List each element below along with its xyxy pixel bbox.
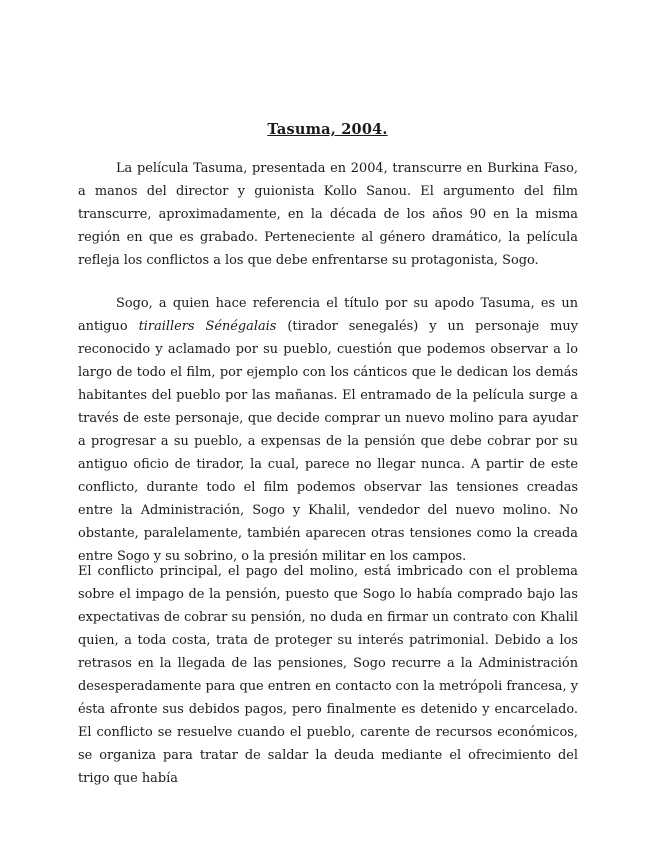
document-title: Tasuma, 2004. (267, 121, 388, 138)
paragraph-intro: La película Tasuma, presentada en 2004, transcurre en Burkina Faso, a manos del director y guionista Kollo Sanou. El argumento del film transcurre, aproximadamente, en la década de los años 90 en la misma región en que es grabado. Perteneciente al género dramático, la película refleja los conflictos a los que debe enfrentarse su protagonista, Sogo. (78, 161, 578, 268)
paragraph-conflict: El conflicto principal, el pago del molino, está imbricado con el problema sobre el impago de la pensión, puesto que Sogo lo había comprado bajo las expectativas de cobrar su pensión, no duda en firmar un contrato con Khalil quien, a toda costa, trata de proteger su interés patrimonial. Debido a los retrasos en la llegada de las pensiones, Sogo recurre a la Administración desesperadamente para que entren en contacto con la metrópoli francesa, y ésta afronte sus debidos pagos, pero finalmente es detenido y encarcelado. El conflicto se resuelve cuando el pueblo, carente de recursos económicos, se organiza para tratar de saldar la deuda mediante el ofrecimiento del trigo que había (78, 564, 578, 786)
paragraph-sogo-text-end: (tirador senegalés) y un personaje muy reconocido y aclamado por su pueblo, cuestión que podemos observar a lo largo de todo el film, por ejemplo con los cánticos que le dedican los demás habitantes del pueblo por las mañanas. El entramado de la película surge a través de este personaje, que decide comprar un nuevo molino para ayudar a progresar a su pueblo, a expensas de la pensión que debe cobrar por su antiguo oficio de tirador, la cual, parece no llegar nunca. A partir de este conflicto, durante todo el film podemos observar las tensiones creadas entre la Administración, Sogo y Khalil, vendedor del nuevo molino. No obstante, paralelamente, también aparecen otras tensiones como la creada entre Sogo y su sobrino, o la presión militar en los campos. (78, 319, 578, 564)
paragraph-sogo-text-start: Sogo, a quien hace referencia el título por su apodo Tasuma, es un antiguo (78, 296, 578, 334)
italic-term: tiraillers Sénégalais (138, 319, 277, 334)
paragraph-sogo (78, 292, 578, 568)
